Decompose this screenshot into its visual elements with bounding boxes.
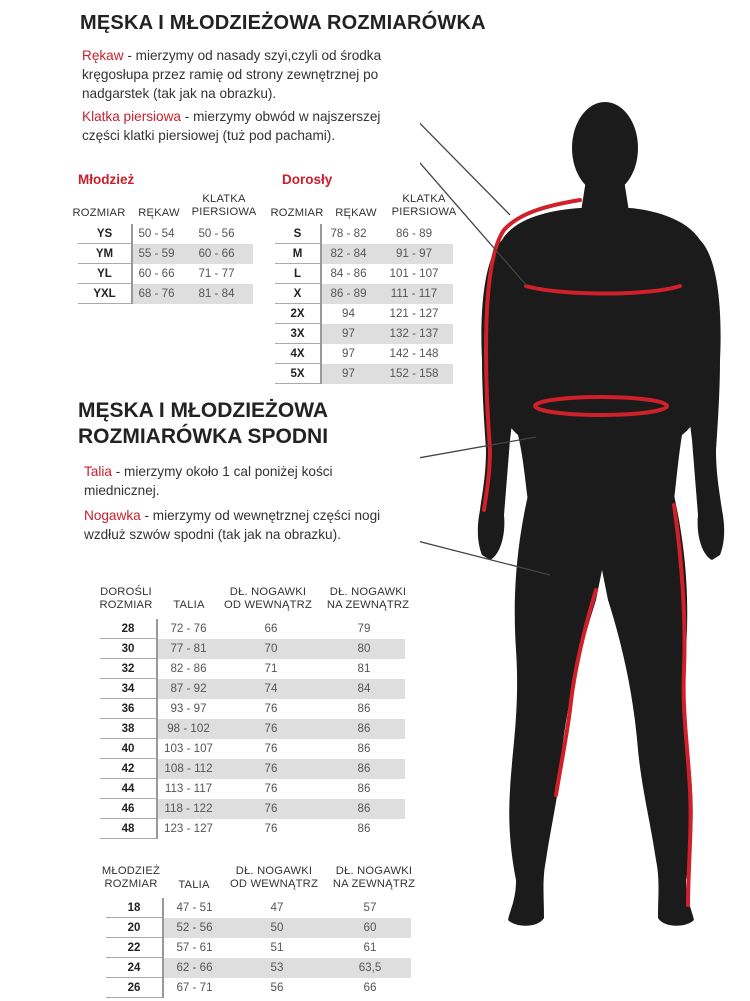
table-row (100, 699, 405, 719)
waist-cell: 67 - 71 (176, 981, 213, 994)
size-cell: 32 (100, 659, 157, 679)
inseam-cell: 56 (270, 981, 284, 994)
table-row (106, 898, 411, 918)
youth-tops-header-chest (188, 193, 260, 219)
waist-cell: 82 - 86 (170, 662, 207, 675)
adult-pants-header-waist: TALIA (173, 599, 205, 611)
table-row (78, 244, 253, 264)
outseam-cell: 79 (357, 622, 371, 636)
sleeve-cell: 82 - 84 (321, 244, 375, 264)
chest-cell: 101 - 107 (389, 267, 439, 280)
inseam-cell: 50 (225, 918, 329, 938)
table-row (106, 978, 411, 998)
waist-cell: 123 - 127 (164, 822, 213, 835)
sleeve-line-3: nadgarstek (tak jak na obrazku). (82, 86, 277, 101)
sleeve-cell: 50 - 54 (138, 227, 175, 241)
adult-pants-size-l2: ROZMIAR (99, 599, 153, 611)
waist-cell: 62 - 66 (163, 958, 225, 978)
youth-tops-header-sleeve: RĘKAW (138, 207, 180, 219)
waist-cell: 118 - 122 (157, 799, 219, 819)
size-cell: 34 (100, 679, 157, 699)
chest-cell: 91 - 97 (375, 244, 453, 264)
inseam-cell: 76 (219, 799, 323, 819)
size-cell: 42 (100, 759, 157, 779)
waist-cell: 93 - 97 (170, 702, 207, 715)
youth-pants-header-size (94, 865, 168, 891)
outseam-cell: 86 (357, 742, 371, 755)
table-row (78, 264, 253, 284)
youth-pants-size-l2: ROZMIAR (104, 878, 158, 890)
waist-line-2: miednicznej. (84, 483, 160, 498)
adult-pants-outseam-l2: NA ZEWNĄTRZ (326, 599, 410, 611)
outseam-cell: 63,5 (329, 958, 411, 978)
table-row (100, 799, 405, 819)
inseam-cell: 71 (264, 662, 278, 675)
size-cell: 20 (106, 918, 163, 938)
chest-cell: 50 - 56 (198, 227, 235, 241)
size-cell: YS (78, 224, 132, 244)
size-cell: 28 (100, 619, 157, 639)
youth-pants-header-inseam (222, 865, 326, 891)
table-row (100, 679, 405, 699)
table-row (275, 244, 453, 264)
inseam-cell: 47 (270, 901, 284, 915)
size-cell: 36 (100, 699, 157, 719)
adult-chest-l2: PIERSIOWA (391, 206, 457, 218)
size-cell: 44 (100, 779, 157, 799)
table-row (100, 659, 405, 679)
outseam-cell: 66 (363, 981, 377, 994)
waist-term: Talia (84, 464, 112, 479)
table-row (100, 719, 405, 739)
table-row (78, 284, 253, 304)
outseam-cell: 81 (357, 662, 371, 675)
adult-pants-table (100, 619, 405, 839)
waist-cell: 87 - 92 (157, 679, 219, 699)
chest-cell: 71 - 77 (198, 267, 235, 280)
chest-term: Klatka piersiowa (82, 109, 181, 124)
youth-tops-label: Młodzież (78, 172, 135, 187)
outseam-cell: 86 (323, 799, 405, 819)
size-cell: 4X (275, 344, 321, 364)
adult-pants-outseam-l1: DŁ. NOGAWKI (329, 586, 407, 598)
outseam-cell: 86 (357, 822, 371, 835)
table-row (106, 918, 411, 938)
table-row (100, 739, 405, 759)
sleeve-cell: 78 - 82 (330, 227, 367, 241)
youth-tops-table (78, 224, 254, 304)
sleeve-cell: 55 - 59 (132, 244, 180, 264)
table-row (106, 958, 411, 978)
youth-chest-l1: KLATKA (202, 193, 246, 205)
title-sizing-chart: MĘSKA I MŁODZIEŻOWA ROZMIARÓWKA (80, 12, 486, 34)
outseam-cell: 86 (323, 759, 405, 779)
size-cell: L (275, 264, 321, 284)
youth-pants-outseam-l1: DŁ. NOGAWKI (335, 865, 413, 877)
inseam-cell: 76 (219, 759, 323, 779)
outseam-cell: 60 (329, 918, 411, 938)
inseam-cell: 53 (225, 958, 329, 978)
chest-cell: 152 - 158 (375, 364, 453, 384)
youth-tops-header-size: ROZMIAR (72, 207, 126, 219)
sleeve-cell: 60 - 66 (138, 267, 175, 280)
chest-line-1: - mierzymy obwód w najszerszej (180, 109, 381, 124)
youth-pants-table (106, 898, 411, 998)
table-row (78, 224, 253, 244)
inseam-cell: 76 (264, 782, 278, 795)
size-cell: 38 (100, 719, 157, 739)
adult-tops-header-sleeve: RĘKAW (335, 207, 377, 219)
size-cell: 24 (106, 958, 163, 978)
youth-pants-outseam-l2: NA ZEWNĄTRZ (332, 878, 416, 890)
table-row (275, 324, 453, 344)
adult-pants-inseam-l2: OD WEWNĄTRZ (224, 599, 312, 611)
youth-pants-inseam-l2: OD WEWNĄTRZ (230, 878, 318, 890)
table-row (100, 779, 405, 799)
waist-cell: 113 - 117 (164, 782, 213, 795)
chest-cell: 81 - 84 (180, 284, 253, 304)
outseam-cell: 86 (357, 782, 371, 795)
outseam-cell: 57 (363, 901, 377, 915)
size-cell: 30 (100, 639, 157, 659)
outseam-cell: 86 (357, 702, 371, 715)
sleeve-line-1: - mierzymy od nasady szyi,czyli od środka (123, 48, 382, 63)
size-cell: YM (78, 244, 132, 264)
adult-pants-header-inseam (216, 586, 320, 612)
sleeve-cell: 68 - 76 (132, 284, 180, 304)
outseam-cell: 84 (323, 679, 405, 699)
youth-pants-header-outseam (324, 865, 424, 891)
inseam-cell: 70 (219, 639, 323, 659)
waist-cell: 47 - 51 (176, 901, 213, 915)
inseam-cell: 51 (270, 941, 284, 954)
table-row (100, 759, 405, 779)
adult-tops-header-size: ROZMIAR (270, 207, 324, 219)
adult-pants-header-outseam (318, 586, 418, 612)
leg-line-1: - mierzymy od wewnętrznej części nogi (140, 508, 381, 523)
leg-term: Nogawka (84, 508, 141, 523)
size-cell: S (275, 224, 321, 244)
inseam-cell: 76 (264, 702, 278, 715)
table-row (275, 284, 453, 304)
table-row (275, 264, 453, 284)
chest-cell: 132 - 137 (375, 324, 453, 344)
inseam-cell: 66 (264, 622, 278, 636)
table-row (100, 619, 405, 639)
sleeve-description (82, 46, 472, 103)
chest-description (82, 107, 472, 145)
adult-chest-l1: KLATKA (402, 193, 446, 205)
chest-cell: 121 - 127 (389, 307, 439, 320)
inseam-cell: 74 (219, 679, 323, 699)
table-row (275, 304, 453, 324)
table-row (275, 364, 453, 384)
sleeve-cell: 94 (342, 307, 355, 320)
waist-line-1: - mierzymy około 1 cal poniżej kości (111, 464, 333, 479)
waist-cell: 72 - 76 (170, 622, 207, 636)
size-cell: X (275, 284, 321, 304)
adult-tops-label: Dorosły (282, 172, 333, 187)
table-row (275, 224, 453, 244)
chest-cell: 60 - 66 (180, 244, 253, 264)
title-pants-line-1: MĘSKA I MŁODZIEŻOWA (78, 399, 329, 422)
outseam-cell: 86 (323, 719, 405, 739)
size-cell: 2X (275, 304, 321, 324)
size-cell: 5X (275, 364, 321, 384)
waist-cell: 77 - 81 (157, 639, 219, 659)
sleeve-cell: 84 - 86 (330, 267, 367, 280)
table-row (100, 639, 405, 659)
adult-tops-header-chest (386, 193, 462, 219)
inseam-cell: 76 (219, 719, 323, 739)
waist-cell: 103 - 107 (164, 742, 213, 755)
chest-cell: 142 - 148 (389, 347, 439, 360)
sleeve-cell: 97 (342, 347, 355, 360)
adult-pants-size-l1: DOROŚLI (100, 586, 152, 598)
size-cell: YL (78, 264, 132, 284)
adult-pants-inseam-l1: DŁ. NOGAWKI (229, 586, 307, 598)
size-cell: 46 (100, 799, 157, 819)
youth-pants-inseam-l1: DŁ. NOGAWKI (235, 865, 313, 877)
inseam-cell: 76 (264, 822, 278, 835)
title-pants-chart (78, 398, 328, 450)
youth-pants-header-waist: TALIA (178, 879, 210, 891)
adult-tops-table (275, 224, 454, 384)
table-row (106, 938, 411, 958)
size-cell: 22 (106, 938, 163, 958)
size-cell: M (275, 244, 321, 264)
outseam-cell: 61 (363, 941, 377, 954)
size-cell: 48 (100, 819, 157, 839)
waist-cell: 52 - 56 (163, 918, 225, 938)
youth-pants-size-l1: MŁODZIEŻ (101, 865, 161, 877)
outseam-cell: 80 (323, 639, 405, 659)
waist-cell: 57 - 61 (176, 941, 213, 954)
table-row (275, 344, 453, 364)
chest-cell: 111 - 117 (375, 284, 453, 304)
table-row (100, 819, 405, 839)
size-cell: YXL (78, 284, 132, 304)
size-cell: 26 (106, 978, 163, 998)
waist-cell: 98 - 102 (157, 719, 219, 739)
adult-pants-header-size (92, 586, 160, 612)
waist-cell: 108 - 112 (157, 759, 219, 779)
inseam-cell: 76 (264, 742, 278, 755)
title-pants-line-2: ROZMIARÓWKA SPODNI (78, 425, 329, 448)
size-cell: 40 (100, 739, 157, 759)
waist-description (84, 462, 414, 500)
sleeve-cell: 97 (321, 364, 375, 384)
size-cell: 3X (275, 324, 321, 344)
leg-description (84, 506, 474, 544)
youth-chest-l2: PIERSIOWA (191, 206, 257, 218)
chest-cell: 86 - 89 (395, 227, 433, 241)
sleeve-cell: 86 - 89 (321, 284, 375, 304)
sleeve-line-2: kręgosłupa przez ramię od strony zewnętrznej po (82, 67, 379, 82)
size-cell: 18 (106, 898, 163, 918)
chest-line-2: części klatki piersiowej (tuż pod pachami). (82, 128, 336, 143)
sleeve-term: Rękaw (82, 48, 124, 63)
sleeve-cell: 97 (321, 324, 375, 344)
leg-line-2: wzdłuż szwów spodni (tak jak na obrazku). (84, 527, 341, 542)
